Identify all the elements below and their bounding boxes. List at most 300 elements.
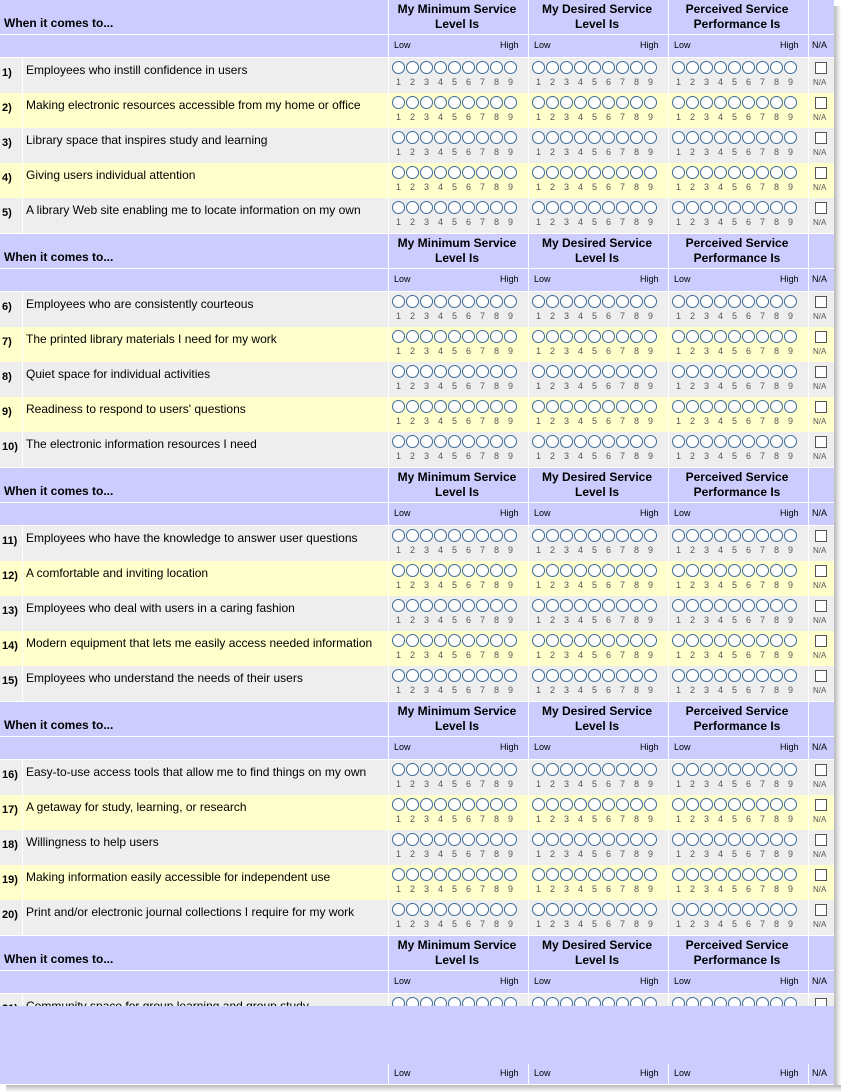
radio-desired-5[interactable] <box>588 669 601 682</box>
radio-desired-4[interactable] <box>574 634 587 647</box>
radio-desired-6[interactable] <box>602 131 615 144</box>
radio-perceived-9[interactable] <box>784 131 797 144</box>
radio-desired-5[interactable] <box>588 131 601 144</box>
radio-perceived-1[interactable] <box>672 868 685 881</box>
radio-perceived-7[interactable] <box>756 96 769 109</box>
radio-desired-5[interactable] <box>588 634 601 647</box>
radio-minimum-3[interactable] <box>420 564 433 577</box>
radio-perceived-2[interactable] <box>686 166 699 179</box>
radio-perceived-3[interactable] <box>700 365 713 378</box>
radio-perceived-2[interactable] <box>686 365 699 378</box>
radio-desired-1[interactable] <box>532 564 545 577</box>
radio-minimum-3[interactable] <box>420 868 433 881</box>
na-checkbox[interactable] <box>815 530 827 542</box>
radio-perceived-7[interactable] <box>756 798 769 811</box>
radio-minimum-7[interactable] <box>476 96 489 109</box>
radio-minimum-4[interactable] <box>434 96 447 109</box>
radio-desired-4[interactable] <box>574 61 587 74</box>
radio-minimum-7[interactable] <box>476 131 489 144</box>
radio-perceived-4[interactable] <box>714 400 727 413</box>
radio-desired-4[interactable] <box>574 131 587 144</box>
radio-minimum-9[interactable] <box>504 295 517 308</box>
radio-desired-9[interactable] <box>644 435 657 448</box>
radio-minimum-5[interactable] <box>448 365 461 378</box>
radio-desired-6[interactable] <box>602 330 615 343</box>
radio-desired-9[interactable] <box>644 798 657 811</box>
radio-desired-4[interactable] <box>574 903 587 916</box>
radio-minimum-8[interactable] <box>490 798 503 811</box>
radio-desired-6[interactable] <box>602 599 615 612</box>
radio-desired-6[interactable] <box>602 763 615 776</box>
na-checkbox[interactable] <box>815 366 827 378</box>
na-checkbox[interactable] <box>815 296 827 308</box>
radio-minimum-8[interactable] <box>490 365 503 378</box>
radio-perceived-3[interactable] <box>700 669 713 682</box>
radio-perceived-7[interactable] <box>756 833 769 846</box>
radio-perceived-2[interactable] <box>686 763 699 776</box>
radio-perceived-2[interactable] <box>686 400 699 413</box>
radio-perceived-6[interactable] <box>742 798 755 811</box>
radio-minimum-1[interactable] <box>392 798 405 811</box>
radio-minimum-9[interactable] <box>504 96 517 109</box>
radio-desired-7[interactable] <box>616 529 629 542</box>
radio-minimum-9[interactable] <box>504 529 517 542</box>
radio-minimum-3[interactable] <box>420 400 433 413</box>
radio-desired-2[interactable] <box>546 400 559 413</box>
radio-minimum-1[interactable] <box>392 599 405 612</box>
radio-perceived-9[interactable] <box>784 903 797 916</box>
radio-minimum-8[interactable] <box>490 201 503 214</box>
radio-desired-3[interactable] <box>560 833 573 846</box>
radio-desired-2[interactable] <box>546 868 559 881</box>
radio-desired-1[interactable] <box>532 201 545 214</box>
radio-minimum-5[interactable] <box>448 868 461 881</box>
radio-perceived-2[interactable] <box>686 669 699 682</box>
radio-minimum-6[interactable] <box>462 903 475 916</box>
radio-perceived-9[interactable] <box>784 868 797 881</box>
radio-perceived-9[interactable] <box>784 365 797 378</box>
radio-perceived-7[interactable] <box>756 365 769 378</box>
radio-perceived-5[interactable] <box>728 529 741 542</box>
radio-desired-5[interactable] <box>588 201 601 214</box>
radio-desired-8[interactable] <box>630 798 643 811</box>
radio-desired-7[interactable] <box>616 400 629 413</box>
radio-perceived-1[interactable] <box>672 599 685 612</box>
radio-minimum-1[interactable] <box>392 365 405 378</box>
radio-desired-8[interactable] <box>630 529 643 542</box>
radio-minimum-9[interactable] <box>504 166 517 179</box>
radio-desired-7[interactable] <box>616 903 629 916</box>
radio-desired-1[interactable] <box>532 903 545 916</box>
radio-perceived-8[interactable] <box>770 61 783 74</box>
radio-perceived-9[interactable] <box>784 330 797 343</box>
radio-minimum-7[interactable] <box>476 868 489 881</box>
radio-perceived-2[interactable] <box>686 201 699 214</box>
radio-minimum-7[interactable] <box>476 61 489 74</box>
radio-desired-3[interactable] <box>560 903 573 916</box>
radio-desired-2[interactable] <box>546 61 559 74</box>
radio-perceived-1[interactable] <box>672 798 685 811</box>
radio-perceived-8[interactable] <box>770 669 783 682</box>
radio-minimum-1[interactable] <box>392 435 405 448</box>
radio-desired-3[interactable] <box>560 763 573 776</box>
radio-perceived-8[interactable] <box>770 529 783 542</box>
radio-desired-5[interactable] <box>588 295 601 308</box>
radio-desired-9[interactable] <box>644 330 657 343</box>
radio-perceived-8[interactable] <box>770 833 783 846</box>
radio-minimum-1[interactable] <box>392 564 405 577</box>
radio-desired-8[interactable] <box>630 833 643 846</box>
radio-desired-3[interactable] <box>560 868 573 881</box>
radio-desired-3[interactable] <box>560 166 573 179</box>
radio-desired-1[interactable] <box>532 833 545 846</box>
radio-minimum-8[interactable] <box>490 295 503 308</box>
radio-perceived-7[interactable] <box>756 599 769 612</box>
radio-minimum-3[interactable] <box>420 529 433 542</box>
radio-perceived-5[interactable] <box>728 131 741 144</box>
radio-desired-8[interactable] <box>630 295 643 308</box>
radio-minimum-7[interactable] <box>476 903 489 916</box>
radio-perceived-9[interactable] <box>784 201 797 214</box>
radio-desired-8[interactable] <box>630 599 643 612</box>
radio-minimum-1[interactable] <box>392 96 405 109</box>
radio-minimum-1[interactable] <box>392 903 405 916</box>
radio-minimum-4[interactable] <box>434 833 447 846</box>
radio-desired-6[interactable] <box>602 435 615 448</box>
radio-perceived-7[interactable] <box>756 435 769 448</box>
radio-minimum-4[interactable] <box>434 599 447 612</box>
radio-desired-8[interactable] <box>630 634 643 647</box>
radio-perceived-6[interactable] <box>742 599 755 612</box>
radio-minimum-4[interactable] <box>434 166 447 179</box>
radio-perceived-3[interactable] <box>700 903 713 916</box>
radio-minimum-9[interactable] <box>504 763 517 776</box>
radio-perceived-9[interactable] <box>784 435 797 448</box>
radio-perceived-7[interactable] <box>756 295 769 308</box>
radio-perceived-6[interactable] <box>742 295 755 308</box>
radio-perceived-2[interactable] <box>686 295 699 308</box>
radio-perceived-3[interactable] <box>700 166 713 179</box>
radio-perceived-5[interactable] <box>728 435 741 448</box>
radio-perceived-9[interactable] <box>784 61 797 74</box>
radio-perceived-8[interactable] <box>770 599 783 612</box>
radio-perceived-8[interactable] <box>770 96 783 109</box>
radio-minimum-5[interactable] <box>448 669 461 682</box>
radio-desired-7[interactable] <box>616 201 629 214</box>
radio-minimum-6[interactable] <box>462 599 475 612</box>
radio-desired-4[interactable] <box>574 96 587 109</box>
radio-minimum-8[interactable] <box>490 634 503 647</box>
radio-perceived-1[interactable] <box>672 201 685 214</box>
radio-desired-5[interactable] <box>588 798 601 811</box>
radio-desired-6[interactable] <box>602 529 615 542</box>
radio-desired-7[interactable] <box>616 669 629 682</box>
radio-desired-9[interactable] <box>644 833 657 846</box>
radio-minimum-6[interactable] <box>462 131 475 144</box>
radio-desired-4[interactable] <box>574 201 587 214</box>
radio-desired-1[interactable] <box>532 330 545 343</box>
radio-perceived-1[interactable] <box>672 61 685 74</box>
radio-minimum-5[interactable] <box>448 166 461 179</box>
radio-minimum-5[interactable] <box>448 330 461 343</box>
radio-minimum-4[interactable] <box>434 763 447 776</box>
radio-desired-4[interactable] <box>574 833 587 846</box>
radio-desired-7[interactable] <box>616 798 629 811</box>
radio-desired-1[interactable] <box>532 435 545 448</box>
radio-perceived-5[interactable] <box>728 166 741 179</box>
radio-perceived-8[interactable] <box>770 201 783 214</box>
radio-desired-9[interactable] <box>644 365 657 378</box>
radio-desired-9[interactable] <box>644 201 657 214</box>
radio-minimum-1[interactable] <box>392 201 405 214</box>
radio-minimum-9[interactable] <box>504 330 517 343</box>
radio-minimum-1[interactable] <box>392 330 405 343</box>
radio-minimum-8[interactable] <box>490 529 503 542</box>
radio-desired-5[interactable] <box>588 96 601 109</box>
radio-desired-1[interactable] <box>532 131 545 144</box>
radio-perceived-4[interactable] <box>714 61 727 74</box>
radio-desired-8[interactable] <box>630 61 643 74</box>
radio-perceived-7[interactable] <box>756 166 769 179</box>
radio-perceived-2[interactable] <box>686 868 699 881</box>
radio-desired-8[interactable] <box>630 564 643 577</box>
radio-desired-2[interactable] <box>546 131 559 144</box>
radio-minimum-3[interactable] <box>420 599 433 612</box>
radio-desired-3[interactable] <box>560 564 573 577</box>
radio-desired-9[interactable] <box>644 529 657 542</box>
radio-perceived-4[interactable] <box>714 669 727 682</box>
radio-perceived-3[interactable] <box>700 131 713 144</box>
radio-desired-1[interactable] <box>532 634 545 647</box>
radio-minimum-5[interactable] <box>448 564 461 577</box>
radio-perceived-8[interactable] <box>770 903 783 916</box>
radio-minimum-6[interactable] <box>462 763 475 776</box>
radio-perceived-7[interactable] <box>756 634 769 647</box>
radio-desired-9[interactable] <box>644 868 657 881</box>
radio-perceived-2[interactable] <box>686 903 699 916</box>
radio-minimum-3[interactable] <box>420 365 433 378</box>
radio-perceived-1[interactable] <box>672 529 685 542</box>
radio-desired-1[interactable] <box>532 166 545 179</box>
radio-minimum-4[interactable] <box>434 798 447 811</box>
radio-minimum-9[interactable] <box>504 669 517 682</box>
radio-desired-1[interactable] <box>532 61 545 74</box>
radio-desired-9[interactable] <box>644 96 657 109</box>
radio-minimum-4[interactable] <box>434 131 447 144</box>
radio-perceived-5[interactable] <box>728 833 741 846</box>
radio-minimum-4[interactable] <box>434 330 447 343</box>
radio-minimum-7[interactable] <box>476 669 489 682</box>
radio-desired-8[interactable] <box>630 868 643 881</box>
radio-perceived-9[interactable] <box>784 599 797 612</box>
radio-minimum-7[interactable] <box>476 833 489 846</box>
na-checkbox[interactable] <box>815 167 827 179</box>
radio-desired-7[interactable] <box>616 330 629 343</box>
radio-minimum-7[interactable] <box>476 529 489 542</box>
radio-minimum-7[interactable] <box>476 435 489 448</box>
radio-minimum-6[interactable] <box>462 400 475 413</box>
radio-minimum-4[interactable] <box>434 61 447 74</box>
radio-perceived-2[interactable] <box>686 798 699 811</box>
radio-minimum-2[interactable] <box>406 529 419 542</box>
radio-desired-3[interactable] <box>560 634 573 647</box>
radio-perceived-6[interactable] <box>742 61 755 74</box>
radio-desired-2[interactable] <box>546 798 559 811</box>
radio-minimum-5[interactable] <box>448 763 461 776</box>
na-checkbox[interactable] <box>815 799 827 811</box>
radio-desired-3[interactable] <box>560 330 573 343</box>
radio-perceived-2[interactable] <box>686 131 699 144</box>
radio-desired-1[interactable] <box>532 868 545 881</box>
radio-desired-8[interactable] <box>630 400 643 413</box>
radio-desired-4[interactable] <box>574 365 587 378</box>
radio-desired-5[interactable] <box>588 599 601 612</box>
radio-minimum-2[interactable] <box>406 868 419 881</box>
radio-desired-9[interactable] <box>644 669 657 682</box>
radio-minimum-4[interactable] <box>434 400 447 413</box>
radio-desired-1[interactable] <box>532 96 545 109</box>
radio-perceived-8[interactable] <box>770 400 783 413</box>
radio-minimum-6[interactable] <box>462 61 475 74</box>
radio-desired-9[interactable] <box>644 131 657 144</box>
radio-perceived-5[interactable] <box>728 599 741 612</box>
radio-minimum-8[interactable] <box>490 166 503 179</box>
radio-minimum-4[interactable] <box>434 669 447 682</box>
radio-perceived-4[interactable] <box>714 295 727 308</box>
radio-perceived-5[interactable] <box>728 903 741 916</box>
radio-perceived-3[interactable] <box>700 529 713 542</box>
radio-perceived-4[interactable] <box>714 564 727 577</box>
radio-perceived-7[interactable] <box>756 903 769 916</box>
radio-perceived-1[interactable] <box>672 96 685 109</box>
radio-perceived-5[interactable] <box>728 763 741 776</box>
radio-desired-2[interactable] <box>546 365 559 378</box>
na-checkbox[interactable] <box>815 436 827 448</box>
radio-desired-1[interactable] <box>532 669 545 682</box>
radio-perceived-6[interactable] <box>742 903 755 916</box>
radio-desired-9[interactable] <box>644 295 657 308</box>
radio-perceived-3[interactable] <box>700 330 713 343</box>
radio-perceived-8[interactable] <box>770 763 783 776</box>
radio-minimum-4[interactable] <box>434 868 447 881</box>
radio-perceived-9[interactable] <box>784 798 797 811</box>
radio-desired-8[interactable] <box>630 763 643 776</box>
radio-perceived-3[interactable] <box>700 400 713 413</box>
radio-perceived-4[interactable] <box>714 599 727 612</box>
radio-perceived-5[interactable] <box>728 201 741 214</box>
radio-minimum-7[interactable] <box>476 295 489 308</box>
radio-minimum-1[interactable] <box>392 669 405 682</box>
na-checkbox[interactable] <box>815 869 827 881</box>
radio-perceived-5[interactable] <box>728 798 741 811</box>
radio-perceived-3[interactable] <box>700 435 713 448</box>
radio-minimum-7[interactable] <box>476 798 489 811</box>
radio-minimum-1[interactable] <box>392 529 405 542</box>
radio-minimum-2[interactable] <box>406 669 419 682</box>
radio-minimum-2[interactable] <box>406 295 419 308</box>
radio-minimum-2[interactable] <box>406 903 419 916</box>
radio-desired-2[interactable] <box>546 634 559 647</box>
radio-perceived-5[interactable] <box>728 868 741 881</box>
radio-perceived-6[interactable] <box>742 201 755 214</box>
radio-perceived-8[interactable] <box>770 330 783 343</box>
radio-minimum-6[interactable] <box>462 868 475 881</box>
radio-perceived-4[interactable] <box>714 365 727 378</box>
radio-minimum-6[interactable] <box>462 166 475 179</box>
radio-desired-1[interactable] <box>532 763 545 776</box>
radio-desired-6[interactable] <box>602 903 615 916</box>
na-checkbox[interactable] <box>815 670 827 682</box>
radio-desired-3[interactable] <box>560 365 573 378</box>
radio-minimum-9[interactable] <box>504 400 517 413</box>
radio-minimum-2[interactable] <box>406 634 419 647</box>
radio-minimum-4[interactable] <box>434 634 447 647</box>
radio-minimum-3[interactable] <box>420 96 433 109</box>
radio-desired-7[interactable] <box>616 564 629 577</box>
radio-desired-8[interactable] <box>630 96 643 109</box>
radio-perceived-1[interactable] <box>672 166 685 179</box>
radio-minimum-7[interactable] <box>476 599 489 612</box>
radio-perceived-3[interactable] <box>700 798 713 811</box>
radio-perceived-3[interactable] <box>700 295 713 308</box>
radio-perceived-6[interactable] <box>742 131 755 144</box>
radio-desired-1[interactable] <box>532 529 545 542</box>
radio-minimum-3[interactable] <box>420 166 433 179</box>
radio-desired-1[interactable] <box>532 400 545 413</box>
radio-minimum-8[interactable] <box>490 435 503 448</box>
radio-desired-5[interactable] <box>588 166 601 179</box>
radio-perceived-7[interactable] <box>756 529 769 542</box>
radio-perceived-3[interactable] <box>700 61 713 74</box>
radio-perceived-3[interactable] <box>700 599 713 612</box>
radio-desired-8[interactable] <box>630 669 643 682</box>
radio-minimum-2[interactable] <box>406 564 419 577</box>
radio-desired-5[interactable] <box>588 763 601 776</box>
radio-minimum-1[interactable] <box>392 763 405 776</box>
radio-desired-2[interactable] <box>546 903 559 916</box>
radio-desired-9[interactable] <box>644 166 657 179</box>
radio-desired-8[interactable] <box>630 166 643 179</box>
radio-desired-6[interactable] <box>602 868 615 881</box>
na-checkbox[interactable] <box>815 764 827 776</box>
radio-perceived-9[interactable] <box>784 634 797 647</box>
radio-minimum-8[interactable] <box>490 833 503 846</box>
radio-desired-4[interactable] <box>574 435 587 448</box>
radio-perceived-5[interactable] <box>728 61 741 74</box>
radio-desired-3[interactable] <box>560 131 573 144</box>
radio-perceived-2[interactable] <box>686 564 699 577</box>
radio-perceived-9[interactable] <box>784 763 797 776</box>
radio-perceived-6[interactable] <box>742 400 755 413</box>
radio-desired-6[interactable] <box>602 201 615 214</box>
radio-minimum-3[interactable] <box>420 435 433 448</box>
radio-minimum-3[interactable] <box>420 798 433 811</box>
radio-perceived-8[interactable] <box>770 564 783 577</box>
radio-perceived-1[interactable] <box>672 365 685 378</box>
radio-minimum-6[interactable] <box>462 564 475 577</box>
radio-desired-9[interactable] <box>644 61 657 74</box>
radio-perceived-5[interactable] <box>728 365 741 378</box>
radio-perceived-4[interactable] <box>714 166 727 179</box>
radio-desired-6[interactable] <box>602 400 615 413</box>
radio-minimum-2[interactable] <box>406 330 419 343</box>
radio-desired-2[interactable] <box>546 96 559 109</box>
radio-perceived-3[interactable] <box>700 868 713 881</box>
radio-minimum-5[interactable] <box>448 833 461 846</box>
radio-desired-6[interactable] <box>602 669 615 682</box>
radio-desired-2[interactable] <box>546 669 559 682</box>
radio-desired-7[interactable] <box>616 96 629 109</box>
